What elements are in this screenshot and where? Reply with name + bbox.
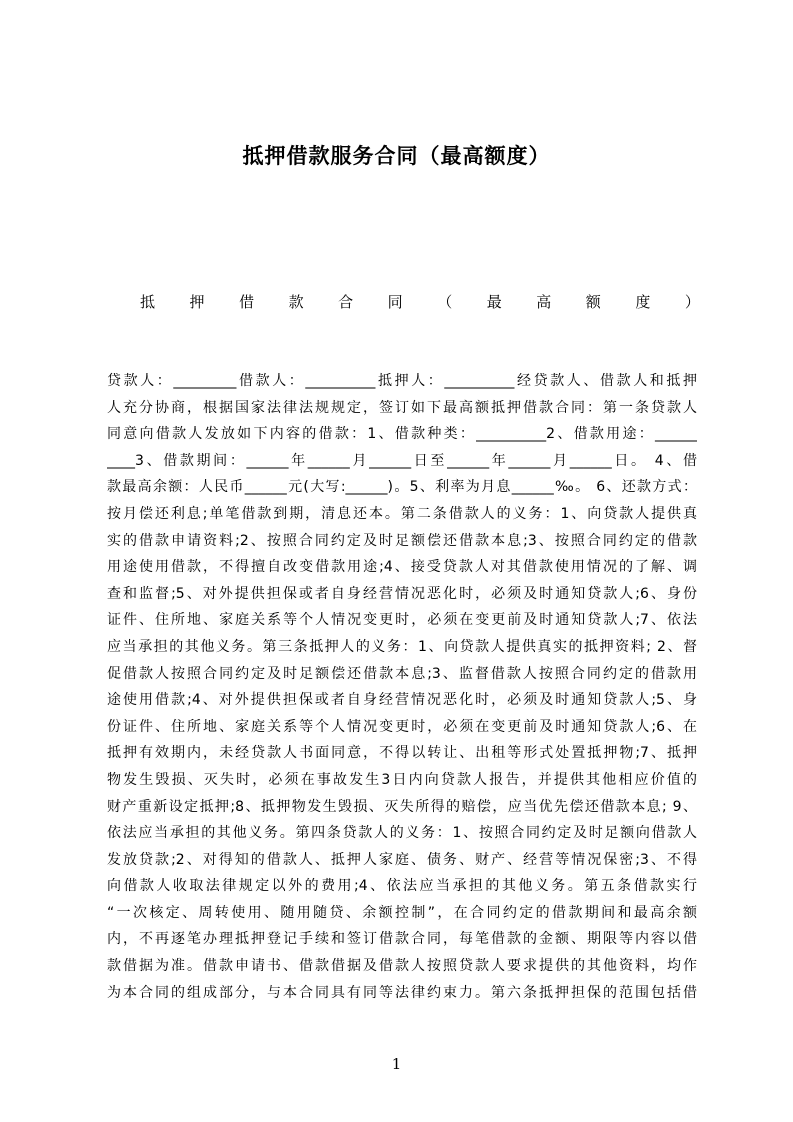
body-line: 物发生毁损、灭失时，必须在事故发生3日内向贷款人报告，并提供其他相应价值的	[107, 771, 697, 788]
body-line: 发放贷款;2、对得知的借款人、抵押人家庭、债务、财产、经营等情况保密;3、不得	[107, 851, 697, 868]
body-line: 按月偿还利息;单笔借款到期，清息还本。第二条借款人的义务：1、向贷款人提供真	[107, 505, 697, 522]
body-line: 途使用借款;4、对外提供担保或者自身经营情况恶化时，必须及时通知贷款人;5、身	[107, 692, 697, 709]
body-line: 依法应当承担的其他义务。第四条贷款人的义务：1、按照合同约定及时足额向借款人	[107, 825, 697, 842]
body-line: 促借款人按照合同约定及时足额偿还借款本息;3、监督借款人按照合同约定的借款用	[107, 665, 697, 682]
spaced-title-char: 合	[338, 293, 354, 311]
spaced-title-char: ）	[684, 293, 700, 311]
body-line: 实的借款申请资料;2、按照合同约定及时足额偿还借款本息;3、按照合同约定的借款	[107, 532, 697, 549]
body-line: ____3、借款期间：______年______月______日至______年______月______日。 4、借	[107, 452, 697, 469]
body-line: 款借据为准。借款申请书、借款借据及借款人按照贷款人要求提供的其他资料，均作	[107, 958, 697, 975]
body-line: 内，不再逐笔办理抵押登记手续和签订借款合同，每笔借款的金额、期限等内容以借	[107, 931, 697, 948]
contract-body	[107, 368, 697, 1008]
spaced-title-char: 高	[536, 293, 552, 311]
body-line: 人充分协商，根据国家法律法规规定，签订如下最高额抵押借款合同：第一条贷款人	[107, 399, 697, 416]
body-line: 查和监督;5、对外提供担保或者自身经营情况恶化时，必须及时通知贷款人;6、身份	[107, 585, 697, 602]
page-title: 抵押借款服务合同（最高额度）	[242, 144, 551, 168]
spaced-title-char: 额	[585, 293, 601, 311]
body-line: 为本合同的组成部分，与本合同具有同等法律约束力。第六条抵押担保的范围包括借	[107, 984, 697, 1001]
body-line: 抵押有效期内，未经贷款人书面同意，不得以转让、出租等形式处置抵押物;7、抵押	[107, 745, 697, 762]
body-line: 应当承担的其他义务。第三条抵押人的义务：1、向贷款人提供真实的抵押资料; 2、督	[107, 638, 697, 655]
page-number: 1	[391, 1055, 402, 1073]
body-line: 同意向借款人发放如下内容的借款：1、借款种类：__________2、借款用途：______	[107, 426, 697, 443]
spaced-title-char: 同	[387, 293, 403, 311]
body-line: 财产重新设定抵押;8、抵押物发生毁损、灭失所得的赔偿，应当优先偿还借款本息; 9、	[107, 798, 697, 815]
body-line: “一次核定、周转使用、随用随贷、余额控制”，在合同约定的借款期间和最高余额	[107, 904, 697, 921]
spaced-title-char: 款	[288, 293, 304, 311]
body-line: 贷款人：_________借款人：__________抵押人：__________经贷款人、借款人和抵押	[107, 373, 697, 389]
spaced-title-char: 最	[486, 293, 502, 311]
spaced-title-char: （	[437, 293, 453, 311]
body-line: 份证件、住所地、家庭关系等个人情况变更时，必须在变更前及时通知贷款人;6、在	[107, 718, 697, 735]
spaced-title-char: 押	[189, 293, 205, 311]
spaced-title	[140, 288, 700, 316]
spaced-title-char: 借	[239, 293, 255, 311]
body-line: 向借款人收取法律规定以外的费用;4、依法应当承担的其他义务。第五条借款实行	[107, 878, 697, 895]
spaced-title-char: 抵	[140, 293, 156, 311]
body-line: 款最高余额：人民币______元(大写:______)。5、利率为月息______‰。 6、还款方式：	[107, 479, 697, 496]
body-line: 证件、住所地、家庭关系等个人情况变更时，必须在变更前及时通知贷款人;7、依法	[107, 612, 697, 629]
body-line: 用途使用借款，不得擅自改变借款用途;4、接受贷款人对其借款使用情况的了解、调	[107, 559, 697, 576]
spaced-title-char: 度	[635, 293, 651, 311]
